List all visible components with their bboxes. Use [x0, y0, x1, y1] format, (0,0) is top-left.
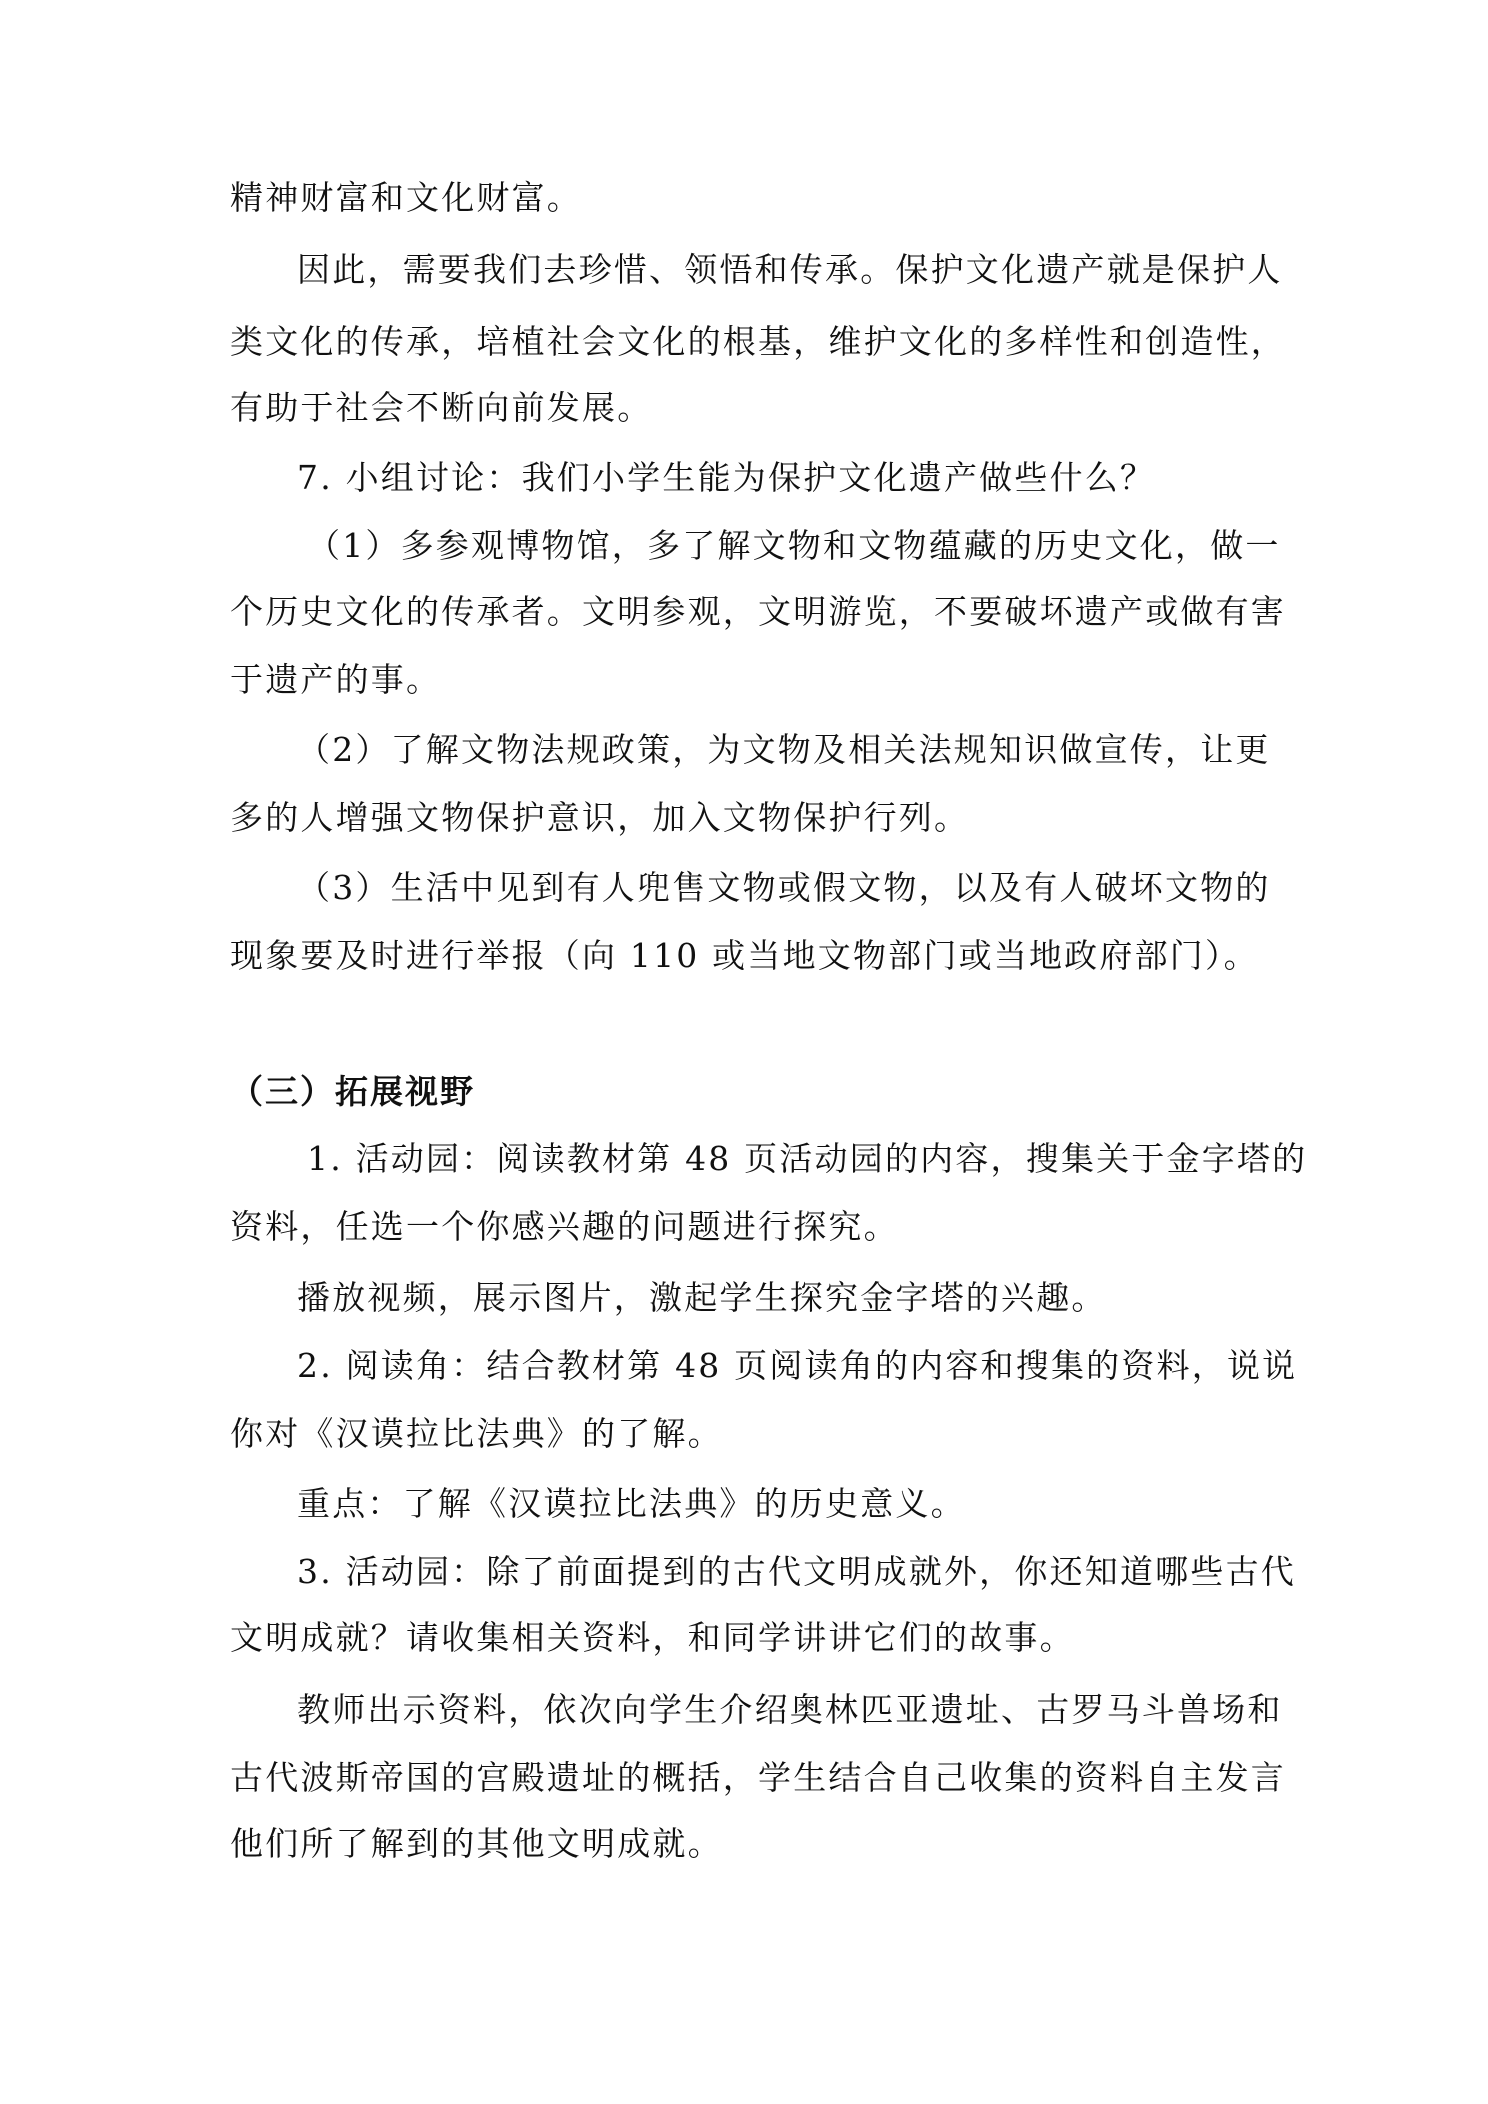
paragraph-line: （3）生活中见到有人兜售文物或假文物，以及有人破坏文物的 [297, 868, 1271, 907]
paragraph-line: 7. 小组讨论：我们小学生能为保护文化遗产做些什么？ [297, 458, 1156, 497]
paragraph-line: （2）了解文物法规政策，为文物及相关法规知识做宣传，让更 [297, 730, 1271, 769]
section-heading: （三）拓展视野 [230, 1072, 475, 1111]
paragraph-line: 于遗产的事。 [230, 660, 442, 699]
paragraph-line: 多的人增强文物保护意识，加入文物保护行列。 [230, 798, 970, 837]
paragraph-line: 精神财富和文化财富。 [230, 178, 582, 217]
paragraph-line: （1）多参观博物馆，多了解文物和文物蕴藏的历史文化，做一 [307, 526, 1281, 565]
paragraph-line: 个历史文化的传承者。文明参观，文明游览，不要破坏遗产或做有害 [230, 592, 1286, 631]
paragraph-line: 教师出示资料，依次向学生介绍奥林匹亚遗址、古罗马斗兽场和 [297, 1690, 1283, 1729]
paragraph-line: 文明成就？请收集相关资料，和同学讲讲它们的故事。 [230, 1618, 1075, 1657]
paragraph-line: 3. 活动园：除了前面提到的古代文明成就外，你还知道哪些古代 [297, 1552, 1296, 1591]
paragraph-line: 因此，需要我们去珍惜、领悟和传承。保护文化遗产就是保护人 [297, 250, 1283, 289]
paragraph-line: 重点：了解《汉谟拉比法典》的历史意义。 [297, 1484, 966, 1523]
paragraph-line: 资料，任选一个你感兴趣的问题进行探究。 [230, 1207, 899, 1246]
paragraph-line: 2. 阅读角：结合教材第 48 页阅读角的内容和搜集的资料，说说 [297, 1346, 1298, 1385]
paragraph-line: 播放视频，展示图片，激起学生探究金字塔的兴趣。 [297, 1278, 1107, 1317]
paragraph-line: 1. 活动园：阅读教材第 48 页活动园的内容，搜集关于金字塔的 [307, 1139, 1308, 1178]
paragraph-line: 你对《汉谟拉比法典》的了解。 [230, 1414, 723, 1453]
paragraph-line: 他们所了解到的其他文明成就。 [230, 1824, 723, 1863]
paragraph-line: 现象要及时进行举报（向 110 或当地文物部门或当地政府部门）。 [230, 936, 1259, 975]
paragraph-line: 有助于社会不断向前发展。 [230, 388, 653, 427]
paragraph-line: 古代波斯帝国的宫殿遗址的概括，学生结合自己收集的资料自主发言 [230, 1758, 1286, 1797]
paragraph-line: 类文化的传承，培植社会文化的根基，维护文化的多样性和创造性， [230, 322, 1286, 361]
